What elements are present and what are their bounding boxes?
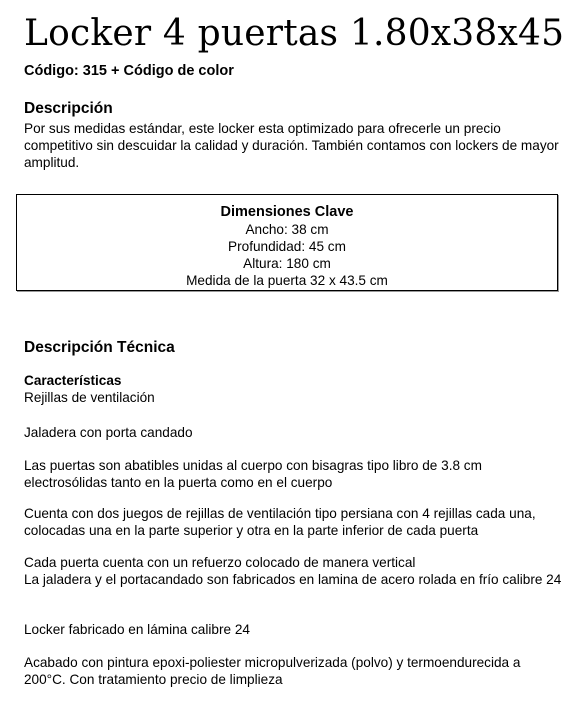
characteristics-heading: Características — [24, 373, 122, 388]
list-item: Rejillas de ventilación — [24, 390, 155, 405]
list-item: Jaladera con porta candado — [24, 425, 193, 440]
dimensions-box — [16, 194, 558, 291]
dimension-depth: Profundidad: 45 cm — [228, 239, 346, 254]
dimension-door: Medida de la puerta 32 x 43.5 cm — [186, 273, 388, 288]
product-code: Código: 315 + Código de color — [24, 63, 234, 79]
technical-heading: Descripción Técnica — [24, 339, 175, 356]
list-item: Acabado con pintura epoxi-poliester micropulverizada (polvo) y termoendurecida a 200°C. Con tratamiento precio de limplieza — [24, 655, 521, 687]
dimension-height: Altura: 180 cm — [243, 256, 331, 271]
description-heading: Descripción — [24, 100, 113, 117]
list-item: Las puertas son abatibles unidas al cuerpo con bisagras tipo libro de 3.8 cm electrosólidas tanto en la puerta como en el cuerpo — [24, 458, 482, 490]
list-item: Locker fabricado en lámina calibre 24 — [24, 622, 250, 637]
list-item: Cada puerta cuenta con un refuerzo colocado de manera vertical — [24, 555, 416, 570]
description-text: Por sus medidas estándar, este locker esta optimizado para ofrecerle un precio competitivo sin descuidar la calidad y duración. También contamos con lockers de mayor amplitud. — [24, 121, 559, 170]
list-item: Cuenta con dos juegos de rejillas de ventilación tipo persiana con 4 rejillas cada una, colocadas una en la parte superior y otra en la parte inferior de cada puerta — [24, 506, 536, 538]
dimension-width: Ancho: 38 cm — [245, 222, 329, 237]
dimensions-heading: Dimensiones Clave — [220, 204, 354, 220]
list-item: La jaladera y el portacandado son fabricados en lamina de acero rolada en frío calibre 24 — [24, 572, 562, 587]
page-title: Locker 4 puertas 1.80x38x45 — [24, 13, 565, 54]
